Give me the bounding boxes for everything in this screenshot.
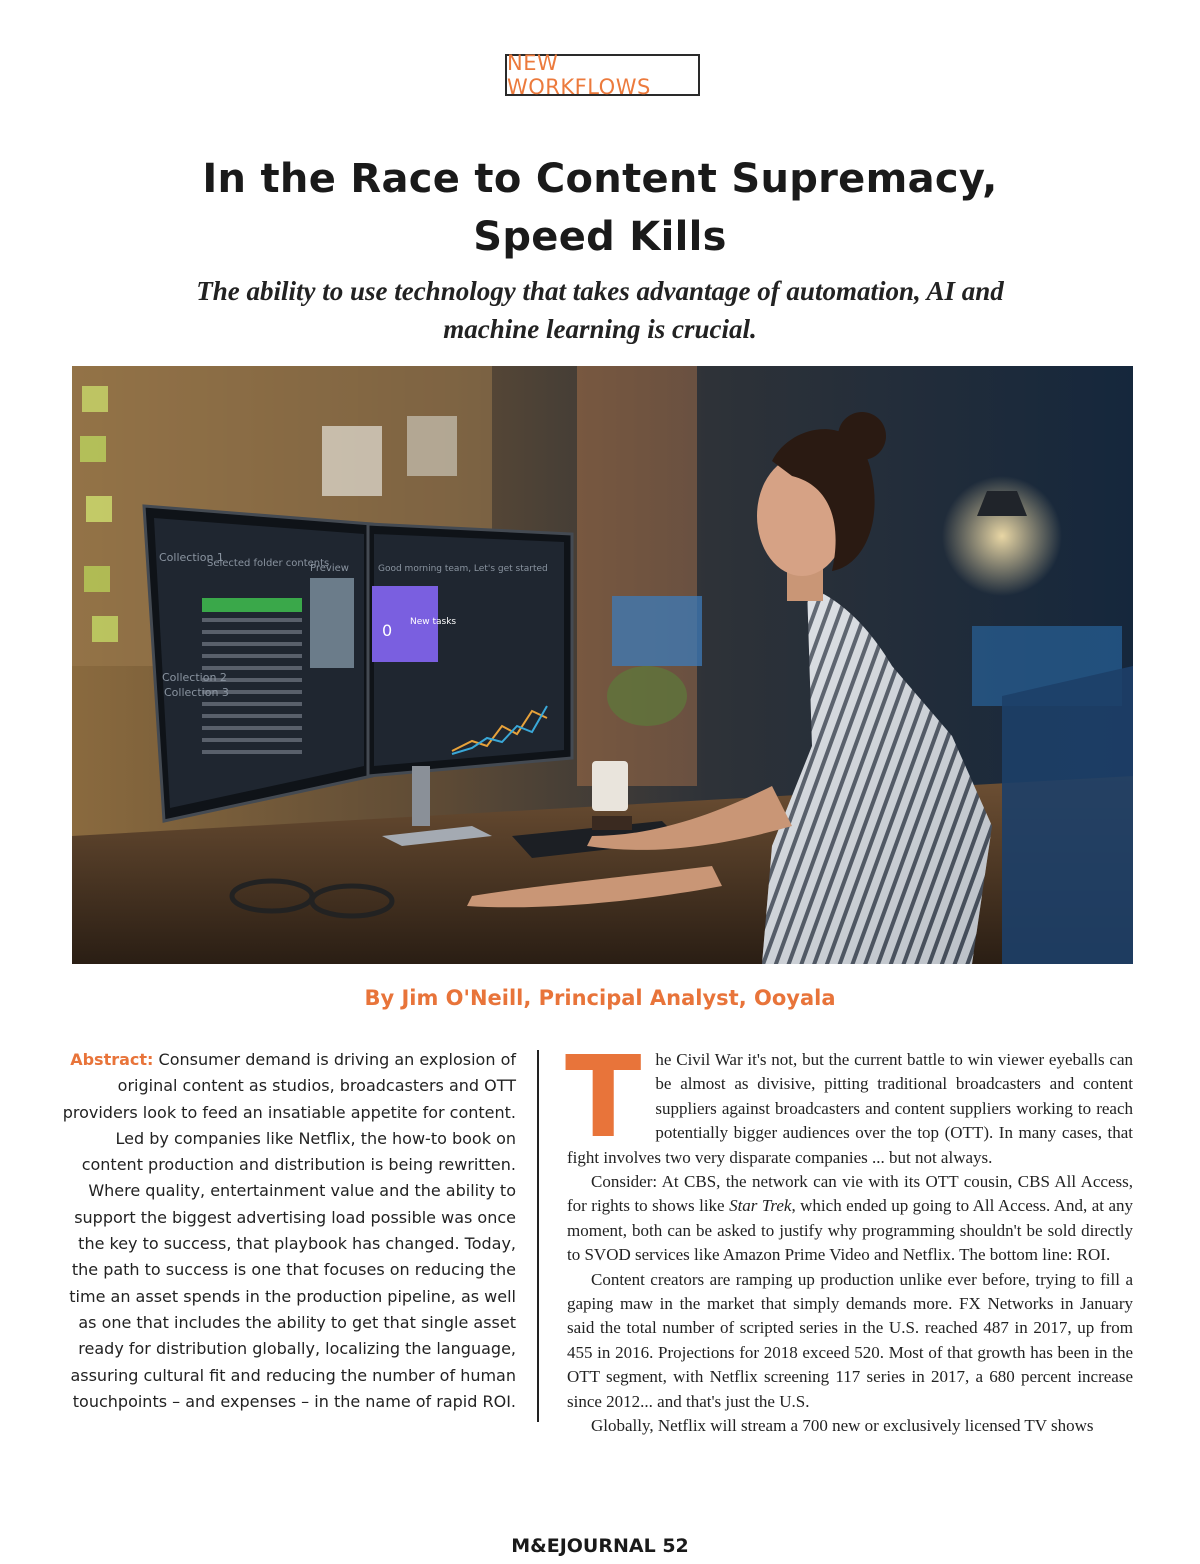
paragraph-3: Content creators are ramping up production unlike ever before, trying to fill a gaping maw in the market that simply demands more. FX Networks in January said the total number of scripted series in the U.S. reached 487 in 2017, up from 455 in 2016. Projections for 2018 exceed 520. Most of that growth has been in the OTT segment, with Netflix screening 117 series in 2017, a 680 percent increase since 2012... and that's just the U.S.	[567, 1269, 1133, 1411]
page-number: 52	[662, 1535, 689, 1557]
screen-tile-number: 0	[382, 621, 393, 640]
photo-illustration	[72, 366, 1133, 964]
abstract-label: Abstract:	[70, 1050, 154, 1069]
section-tag: NEW WORKFLOWS	[505, 54, 700, 96]
screen-collection-1: Collection 1	[159, 551, 224, 564]
headline-line-2: Speed Kills	[473, 214, 727, 260]
paragraph-2	[567, 1170, 1133, 1268]
deck-subtitle	[100, 272, 1100, 348]
screen-preview-label: Preview	[310, 563, 349, 574]
screen-panel-title: Selected folder contents	[207, 558, 330, 569]
page-footer	[0, 1535, 1200, 1557]
paragraph-2-text-a: Consider: At CBS, the network can vie with its OTT cousin, CBS All Access, for rights to shows like	[567, 1172, 1133, 1216]
feature-photo	[72, 366, 1133, 964]
journal-name: M&EJOURNAL	[511, 1535, 656, 1557]
paragraph-2-text-b: , which ended up going to All Access. And, at any moment, both can be asked to justify why programming shouldn't be sold directly to SVOD services like Amazon Prime Video and Netflix. The bottom line: ROI.	[567, 1196, 1133, 1265]
screen-collection-3: Collection 3	[164, 686, 229, 699]
deck-line-2: machine learning is crucial.	[443, 314, 757, 344]
show-title: Star Trek	[729, 1196, 792, 1216]
deck-line-1: The ability to use technology that takes advantage of automation, AI and	[196, 276, 1004, 306]
screen-collection-2: Collection 2	[162, 671, 227, 684]
article-body	[565, 1033, 1133, 1439]
paragraph-1-text: he Civil War it's not, but the current battle to win viewer eyeballs can be almost as divisive, pitting traditional broadcasters and content suppliers against broadcasters and content suppliers working to reach potentially bigger audiences over the top (OTT). In many cases, that fight involves two very disparate companies ... but not always.	[567, 1050, 1133, 1167]
screen-tile-text: New tasks	[410, 617, 457, 627]
screen-header: Good morning team, Let's get started	[378, 564, 548, 574]
abstract-text: Consumer demand is driving an explosion of original content as studios, broadcasters and OTT providers look to feed an insatiable appetite for content. Led by companies like Netflix, the how-to book on content production and distribution is being rewritten. Where quality, entertainment value and the ability to support the biggest advertising load possible was once the key to success, that playbook has changed. Today, the path to success is one that focuses on reducing the time an asset spends in the production pipeline, as well as one that includes the ability to get that single asset ready for distribution globally, localizing the language, assuring cultural fit and reducing the number of human touchpoints – and expenses – in the name of rapid ROI.	[62, 1050, 516, 1411]
drop-cap: T	[565, 1033, 642, 1163]
headline-line-1: In the Race to Content Supremacy,	[202, 156, 998, 202]
paragraph-4: Globally, Netflix will stream a 700 new or exclusively licensed TV shows	[591, 1416, 1094, 1436]
headline	[60, 150, 1140, 266]
byline: By Jim O'Neill, Principal Analyst, Ooyala	[364, 986, 836, 1010]
abstract	[58, 1047, 516, 1415]
column-divider	[537, 1050, 539, 1422]
paragraph-1	[565, 1033, 1133, 1170]
